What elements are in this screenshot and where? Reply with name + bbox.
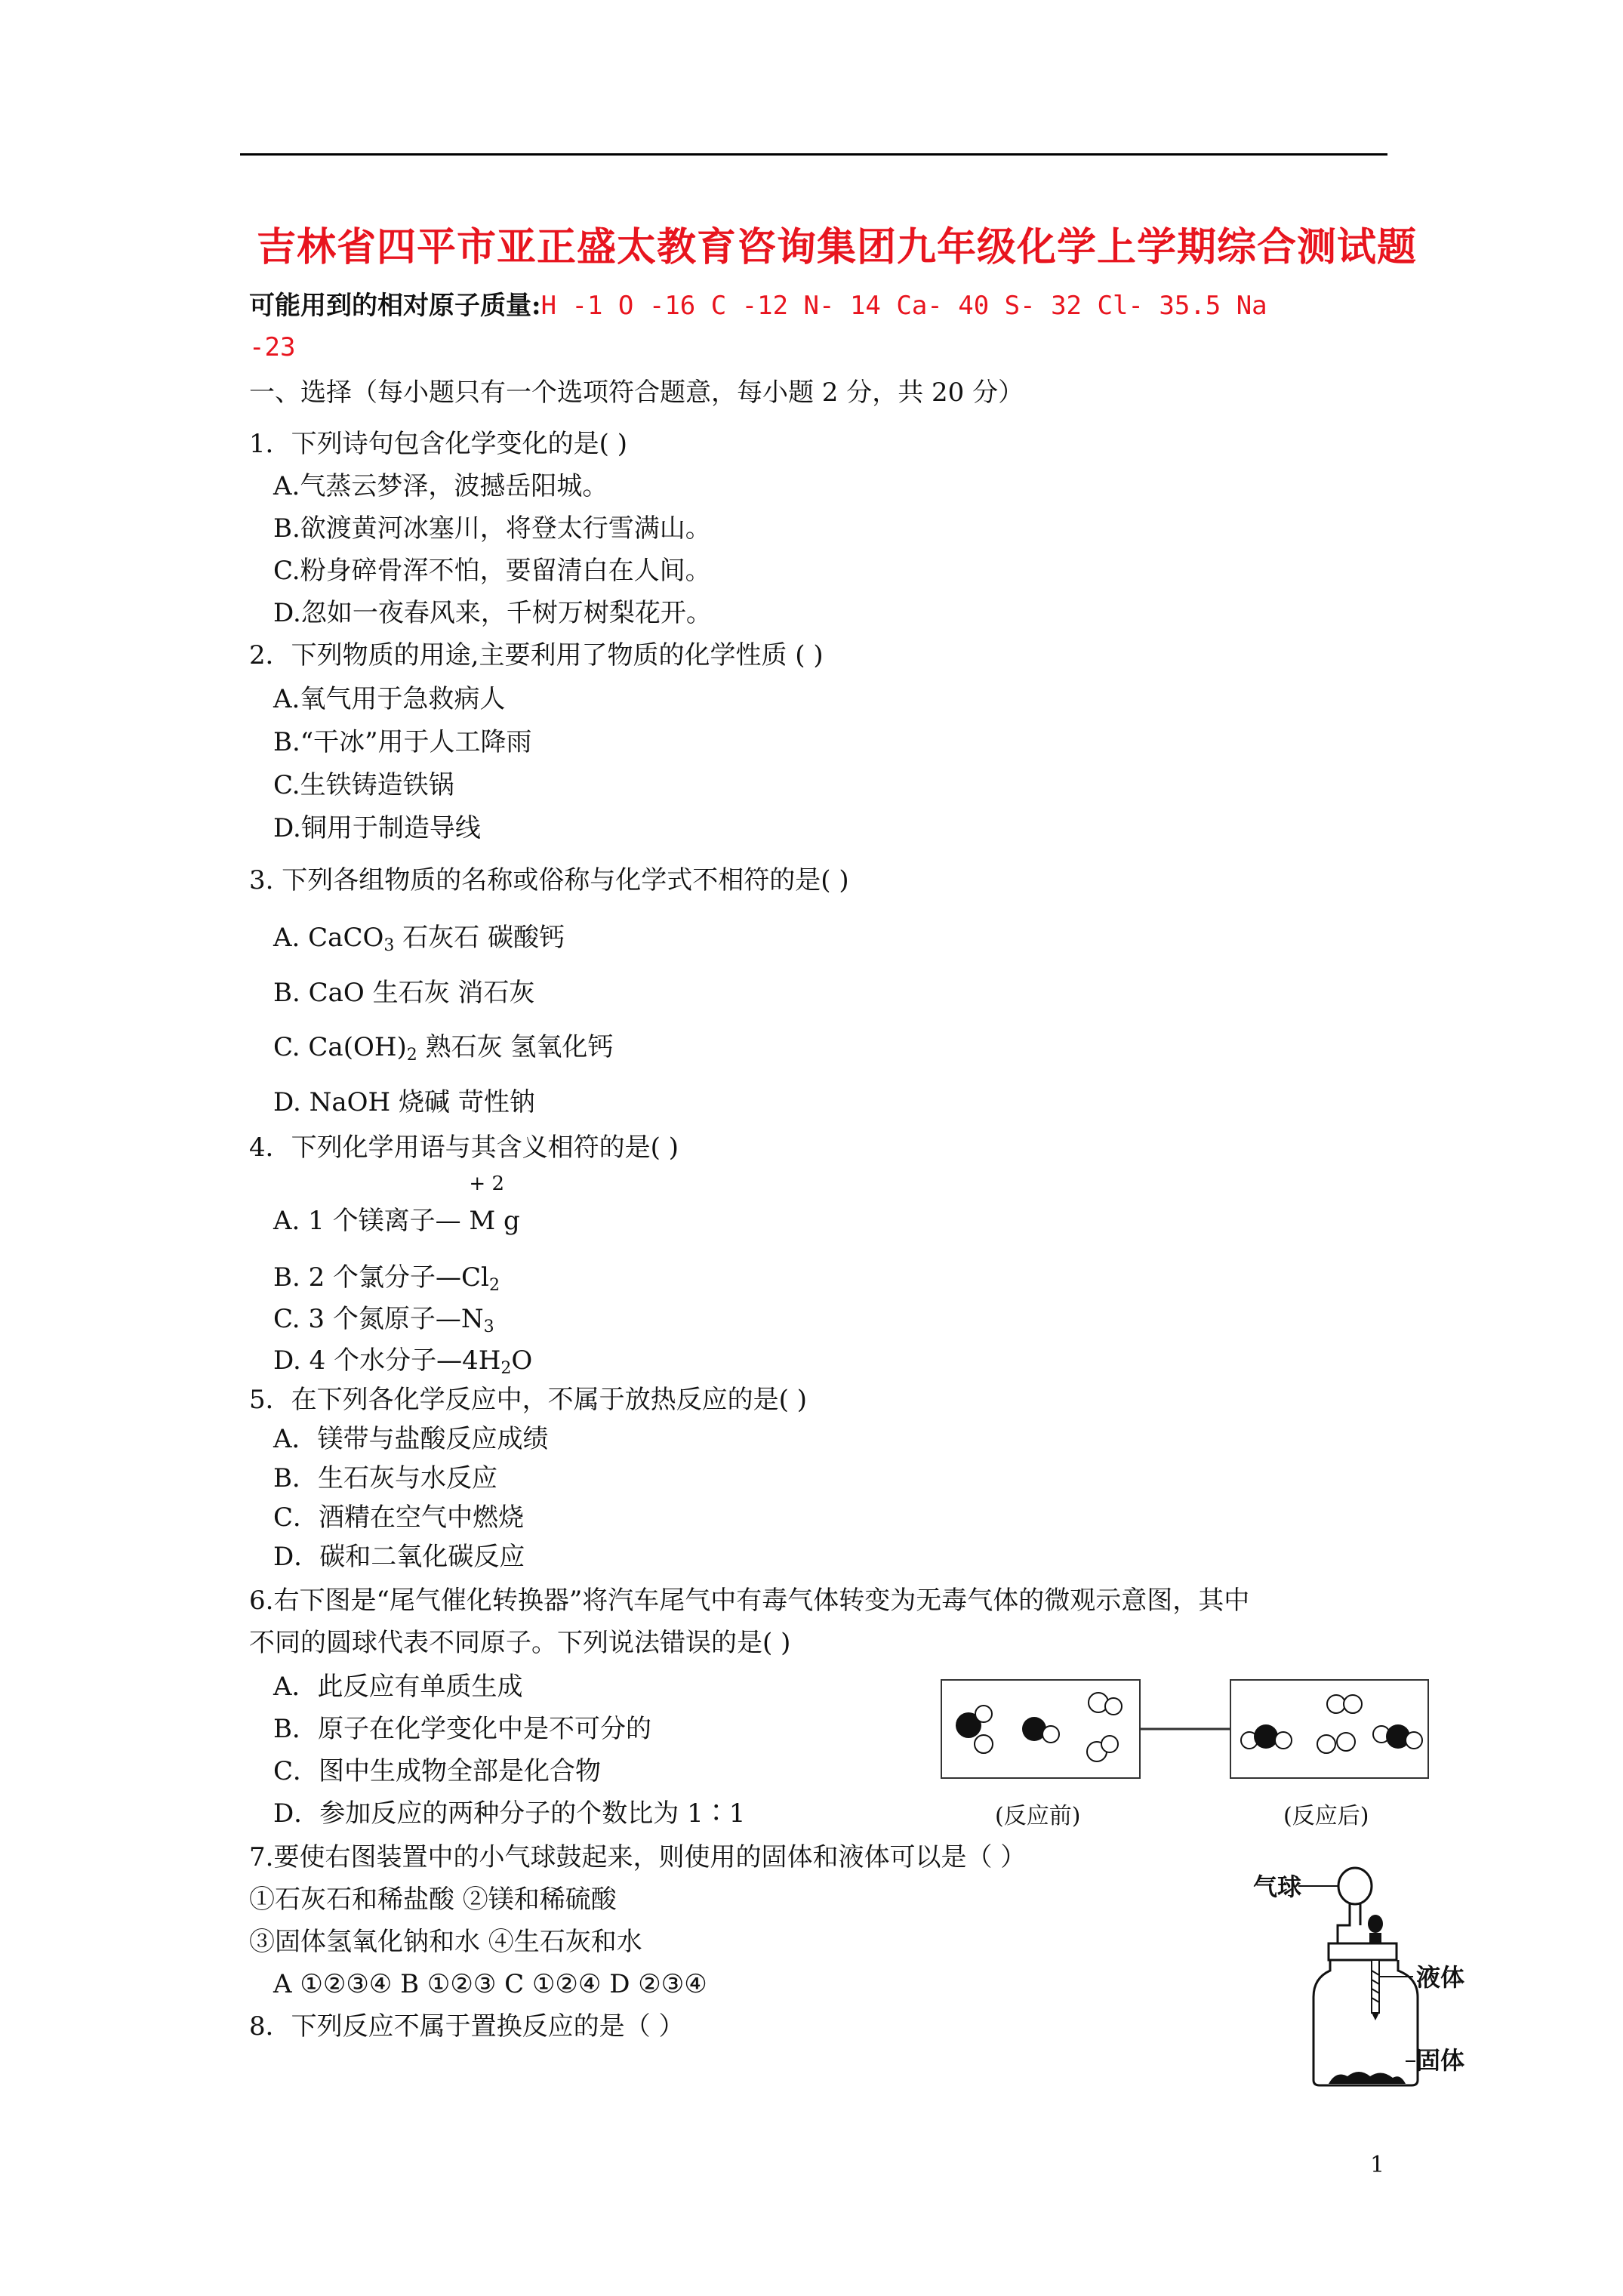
atom-open (1406, 1732, 1422, 1749)
dropper-collar (1369, 1933, 1381, 1943)
gas-tube (1338, 1904, 1360, 1944)
q1-option-b: B.欲渡黄河冰塞川，将登太行雪满山。 (273, 513, 711, 544)
atom-open (1105, 1698, 1122, 1715)
q6-stem-line1: 6.右下图是“尾气催化转换器”将汽车尾气中有毒气体转变为无毒气体的微观示意图，其中 (249, 1586, 1250, 1616)
q1-option-c: C.粉身碎骨浑不怕，要留清白在人间。 (273, 556, 711, 586)
q6-stem-line2: 不同的圆球代表不同原子。下列说法错误的是( ) (249, 1628, 791, 1658)
section-heading: 一、选择（每小题只有一个选项符合题意，每小题 2 分，共 20 分） (249, 378, 1024, 408)
atom-open (1101, 1736, 1118, 1752)
dropper-tube (1372, 1960, 1379, 2013)
q7-options-line2: ③固体氢氧化钠和水 ④生石灰和水 (249, 1927, 642, 1957)
atom-open (1337, 1733, 1355, 1751)
q5-option-b: B．生石灰与水反应 (273, 1463, 497, 1493)
q2-stem: 2．下列物质的用途,主要利用了物质的化学性质 ( ) (249, 640, 824, 670)
q6-option-c: C．图中生成物全部是化合物 (273, 1756, 602, 1786)
q4-option-b (273, 1262, 500, 1296)
caption-before: (反应前) (995, 1803, 1081, 1829)
q4-a-symbol (469, 1173, 520, 1237)
q8-stem: 8．下列反应不属于置换反应的是（ ） (249, 2011, 685, 2042)
q4-c-subscript: 3 (483, 1318, 494, 1336)
q4-option-a (273, 1173, 520, 1237)
q4-a-charge: + 2 (469, 1173, 505, 1195)
q3-option-d: D. NaOH 烧碱 苛性钠 (273, 1087, 535, 1117)
q4-b-text: B. 2 个氯分子—Cl (273, 1262, 489, 1293)
q4-d-subscript: 2 (500, 1359, 512, 1378)
q3-c-formula: C. Ca(OH) (273, 1032, 407, 1062)
atom-open (1042, 1726, 1059, 1743)
dropper-tip (1372, 2013, 1379, 2020)
page-number: 1 (1370, 2152, 1385, 2178)
q2-option-b: B.“干冰”用于人工降雨 (273, 727, 532, 757)
q5-option-c: C．酒精在空气中燃烧 (273, 1502, 525, 1533)
q2-option-a: A.氧气用于急救病人 (273, 684, 506, 714)
label-liquid: 液体 (1416, 1963, 1465, 1992)
atom-filled (1254, 1724, 1278, 1749)
atom-open (1275, 1732, 1292, 1749)
q7-stem: 7.要使右图装置中的小气球鼓起来，则使用的固体和液体可以是（ ） (249, 1842, 1027, 1872)
q4-c-text: C. 3 个氮原子—N (273, 1304, 484, 1334)
q3-c-names: 熟石灰 氢氧化钙 (417, 1032, 614, 1062)
atomic-mass-line (249, 291, 1267, 322)
q4-option-d (273, 1345, 532, 1379)
label-solid: 固体 (1416, 2046, 1465, 2075)
q5-option-d: D．碳和二氧化碳反应 (273, 1542, 525, 1572)
q2-option-d: D.铜用于制造导线 (273, 813, 481, 843)
reaction-diagram (940, 1672, 1431, 1786)
atom-open (975, 1735, 993, 1753)
q3-option-c (273, 1032, 613, 1065)
q1-stem: 1．下列诗句包含化学变化的是( ) (249, 429, 627, 459)
atomic-mass-label: 可能用到的相对原子质量: (249, 291, 541, 321)
label-balloon: 气球 (1253, 1872, 1302, 1901)
q7-options-line1: ①石灰石和稀盐酸 ②镁和稀硫酸 (249, 1885, 617, 1915)
q4-option-c (273, 1304, 494, 1337)
stopper (1329, 1943, 1397, 1960)
q7-choices: A ①②③④ B ①②③ C ①②④ D ②③④ (273, 1969, 707, 1999)
q4-d-text: D. 4 个水分子—4H (273, 1345, 501, 1376)
atom-open (1317, 1735, 1335, 1753)
q1-option-d: D.忽如一夜春风来，千树万树梨花开。 (273, 598, 712, 628)
q4-a-text: A. 1 个镁离子— (273, 1206, 470, 1236)
q4-a-formula: M g (469, 1206, 520, 1236)
atom-open (1344, 1695, 1362, 1713)
q3-c-subscript: 2 (406, 1046, 417, 1065)
atomic-mass-values-cont: -23 (249, 332, 296, 362)
page-title: 吉林省四平市亚正盛太教育咨询集团九年级化学上学期综合测试题 (257, 224, 1418, 270)
balloon-icon (1338, 1868, 1372, 1904)
q4-b-subscript: 2 (488, 1276, 500, 1295)
caption-after: (反应后) (1283, 1803, 1369, 1829)
q6-option-d: D．参加反应的两种分子的个数比为 1∶1 (273, 1798, 746, 1829)
atom-open (1327, 1695, 1345, 1713)
dropper-bulb (1368, 1915, 1383, 1933)
q6-option-a: A．此反应有单质生成 (273, 1672, 523, 1702)
q3-a-subscript: 3 (383, 936, 395, 955)
q1-option-a: A.气蒸云梦泽，波撼岳阳城。 (273, 471, 608, 501)
top-rule (240, 153, 1387, 156)
q3-a-formula: A. CaCO (273, 923, 384, 953)
bottle (1313, 1960, 1418, 2085)
q2-option-c: C.生铁铸造铁锅 (273, 770, 454, 800)
q3-a-names: 石灰石 碳酸钙 (394, 923, 565, 953)
q5-stem: 5．在下列各化学反应中，不属于放热反应的是( ) (249, 1385, 807, 1415)
q3-option-a (273, 923, 565, 956)
atom-open (975, 1706, 992, 1722)
q5-option-a: A．镁带与盐酸反应成绩 (273, 1424, 549, 1454)
q4-stem: 4．下列化学用语与其含义相符的是( ) (249, 1133, 679, 1163)
solid-pile (1329, 2072, 1406, 2084)
q6-option-b: B．原子在化学变化中是不可分的 (273, 1714, 651, 1744)
q3-stem: 3. 下列各组物质的名称或俗称与化学式不相符的是( ) (249, 865, 849, 895)
q3-option-b: B. CaO 生石灰 消石灰 (273, 978, 535, 1008)
q4-d-text-end: O (511, 1345, 533, 1376)
atomic-mass-values: H -1 O -16 C -12 N- 14 Ca- 40 S- 32 Cl- 35.5 Na (540, 291, 1267, 321)
